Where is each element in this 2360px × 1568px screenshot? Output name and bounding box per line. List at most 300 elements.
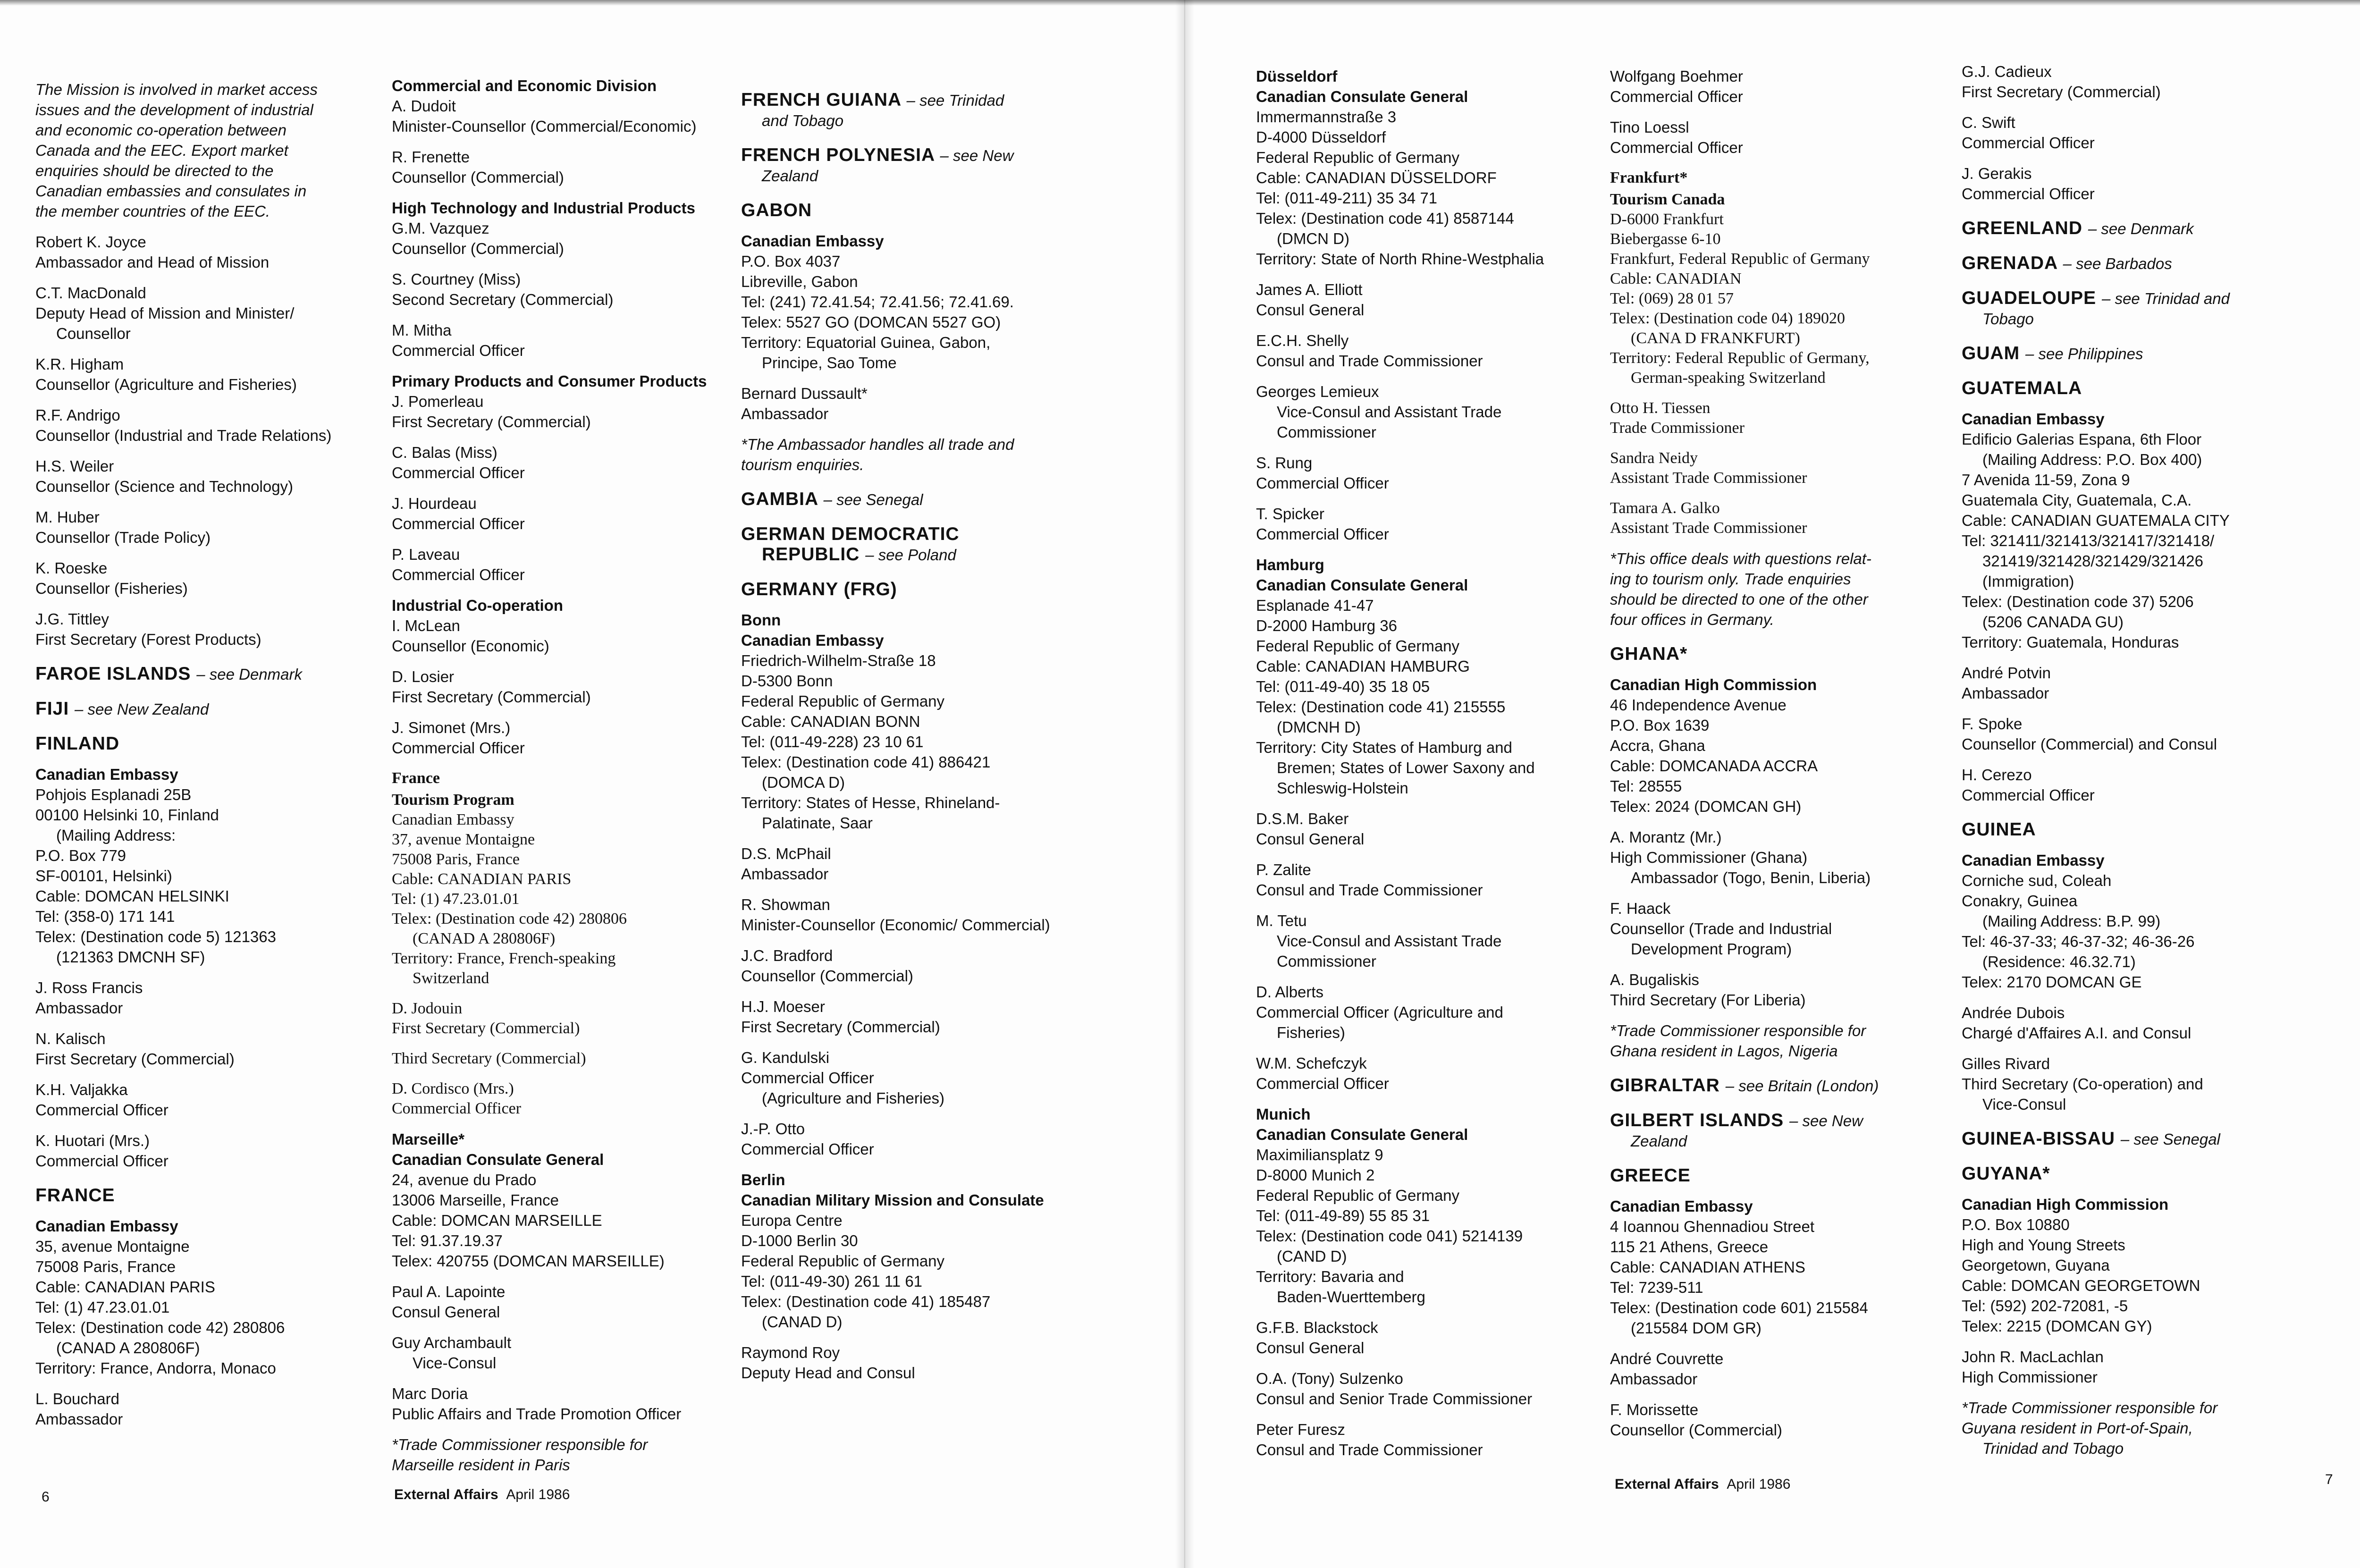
see-reference-cont: Tobago [1982,310,2034,328]
entry-line: Commercial Officer [35,1101,169,1119]
entry-line: Territory: France, Andorra, Monaco [35,1359,276,1377]
country-heading [1962,218,2320,239]
entry-line: R. Showman [741,896,830,913]
entry-line: High Commissioner [1962,1368,2098,1386]
entry-line: Counsellor (Trade and Industrial [1610,920,1832,937]
see-reference-cont: Zealand [762,167,818,185]
footnote-text: *Trade Commissioner responsible for [1962,1399,2218,1416]
entry-line: D-1000 Berlin 30 [741,1232,858,1249]
intro-text: issues and the development of industrial [35,101,313,118]
entry-line: J.G. Tittley [35,610,109,628]
entry-line: Tel: 46-37-33; 46-37-32; 46-36-26 [1962,933,2195,950]
see-reference: – see Trinidad [906,92,1004,109]
entry-line: Counsellor (Agriculture and Fisheries) [35,376,297,393]
entry-line: Counsellor (Trade Policy) [35,529,211,546]
country-name: GERMAN DEMOCRATIC [741,524,960,544]
entry-line: P.O. Box 10880 [1962,1216,2070,1233]
entry-line: (215584 DOM GR) [1631,1319,1762,1337]
entry-office [35,764,394,967]
country-heading [1962,253,2320,274]
entry-person [35,354,394,395]
see-reference: – see New Zealand [75,700,209,718]
entry-line: D. Losier [392,668,455,685]
entry-line: High and Young Streets [1962,1236,2125,1254]
entry-line: Counsellor (Economic) [392,637,549,655]
entry-line: 7 Avenida 11-59, Zona 9 [1962,471,2130,489]
country-name: FRANCE [35,1185,115,1206]
entry-sub [392,595,750,656]
entry-line: S. Courtney (Miss) [392,270,521,288]
entry-line: C. Swift [1962,114,2015,131]
see-reference: – see Philippines [2025,345,2143,362]
entry-person [1610,1349,1969,1389]
entry-line: Counsellor (Commercial) [392,169,564,186]
footer-left [394,1487,570,1503]
entry-line: J. Pomerleau [392,393,484,410]
entry-line: Ambassador [741,865,829,883]
country-name: GUAM [1962,343,2020,363]
entry-line: Public Affairs and Trade Promotion Officer [392,1405,682,1423]
entry-line: Territory: States of Hesse, Rhineland- [741,794,1000,811]
entry-serifperson [392,1049,750,1069]
entry-line: Territory: Federal Republic of Germany, [1610,349,1870,367]
see-reference: – see Senegal [2120,1130,2220,1148]
entry-person [1962,663,2320,703]
entry-city [1256,66,1615,269]
entry-line: H.S. Weiler [35,457,114,475]
entry-line: E.C.H. Shelly [1256,332,1349,349]
entry-line: R. Frenette [392,148,470,166]
see-reference: – see New [1789,1112,1863,1130]
entry-line: Tel: (358-0) 171 141 [35,908,175,925]
entry-line: Commercial Officer [35,1152,169,1170]
entry-line: P. Zalite [1256,861,1311,878]
entry-note [1610,548,1969,630]
right-column-1 [1256,66,1615,1470]
entry-line: K. Huotari (Mrs.) [35,1132,150,1149]
entry-line: Tel: (011-49-228) 23 10 61 [741,733,924,750]
entry-person [35,1130,394,1171]
entry-person [1962,765,2320,805]
entry-line: Friedrich-Wilhelm-Straße 18 [741,652,936,669]
country-heading [1962,288,2320,329]
entry-serifhead [392,768,750,788]
entry-line: D-6000 Frankfurt [1610,211,1724,228]
entry-sub [392,371,750,432]
country-name: GREECE [1610,1165,1691,1186]
entry-line: Libreville, Gabon [741,273,858,290]
footnote-text: ing to tourism only. Trade enquiries [1610,570,1851,588]
entry-line: (Residence: 46.32.71) [1982,953,2136,970]
entry-line: Commercial Officer [1610,88,1743,105]
entry-line: Esplanade 41-47 [1256,597,1374,614]
entry-line: G.J. Cadieux [1962,63,2052,80]
entry-line: Commissioner [1277,953,1376,970]
entry-line: K. Roeske [35,559,108,577]
entry-line: Telex: (Destination code 41) 185487 [741,1293,991,1310]
entry-line: Commercial Officer [1256,474,1389,492]
entry-person [35,232,394,272]
entry-person [741,945,1100,986]
entry-line: Telex: 2170 DOMCAN GE [1962,973,2142,991]
entry-person [1610,117,1969,158]
entry-person [1962,112,2320,153]
entry-line: André Potvin [1962,664,2051,682]
country-name: GIBRALTAR [1610,1075,1720,1096]
city-name: Munich [1256,1105,1311,1123]
entry-line: Tel: (011-49-40) 35 18 05 [1256,678,1430,695]
entry-line: Cable: CANADIAN GUATEMALA CITY [1962,512,2230,529]
entry-line: Telex: 420755 (DOMCAN MARSEILLE) [392,1252,665,1270]
country-heading [1962,343,2320,364]
entry-line: German-speaking Switzerland [1631,369,1826,387]
entry-line: Tel: (1) 47.23.01.01 [392,890,520,908]
entry-line: High Commissioner (Ghana) [1610,849,1808,866]
footnote-text: should be directed to one of the other [1610,590,1868,608]
entry-line: Counsellor (Science and Technology) [35,478,294,495]
entry-line: D-5300 Bonn [741,672,833,690]
entry-city [1256,1104,1615,1307]
entry-person [1610,1399,1969,1440]
office-title: Canadian Embassy [1962,851,2105,869]
entry-person [1610,827,1969,888]
entry-line: 13006 Marseille, France [392,1191,559,1209]
entry-line: A. Morantz (Mr.) [1610,828,1722,846]
entry-line: Tel: (011-49-211) 35 34 71 [1256,189,1438,207]
entry-person [1962,61,2320,102]
entry-line: Vice-Consul and Assistant Trade [1277,403,1502,421]
entry-line: First Secretary (Commercial) [392,413,591,430]
entry-line: André Couvrette [1610,1350,1724,1367]
entry-person [741,1342,1100,1383]
entry-line: G.F.B. Blackstock [1256,1319,1378,1336]
country-name: FAROE ISLANDS [35,664,191,684]
country-name: GERMANY (FRG) [741,579,897,599]
office-title: Canadian Embassy [741,232,884,250]
entry-line: Guatemala City, Guatemala, C.A. [1962,491,2192,509]
entry-serifperson [1610,448,1969,488]
entry-person [35,507,394,548]
intro-text: The Mission is involved in market access [35,81,318,98]
right-column-2 [1610,66,1969,1450]
entry-line: Telex: (Destination code 5) 121363 [35,928,276,945]
entry-line: Consul and Trade Commissioner [1256,881,1483,899]
country-heading [741,90,1100,131]
entry-line: Third Secretary (Co-operation) and [1962,1075,2203,1093]
entry-line: Cable: CANADIAN BONN [741,713,920,730]
office-title: Canadian Embassy [35,766,178,783]
entry-line: Biebergasse 6-10 [1610,230,1721,248]
entry-person [35,1389,394,1429]
entry-line: 321419/321428/321429/321426 [1982,552,2203,570]
entry-line: Ambassador [35,1410,123,1428]
entry-line: Ambassador (Togo, Benin, Liberia) [1631,869,1871,886]
entry-line: (DMCNH D) [1277,718,1361,736]
entry-person [392,544,750,585]
entry-line: Vice-Consul [1982,1096,2066,1113]
entry-line: Georgetown, Guyana [1962,1256,2110,1274]
entry-line: Ambassador and Head of Mission [35,253,270,271]
entry-line: First Secretary (Commercial) [741,1018,940,1036]
entry-line: Cable: DOMCANADA ACCRA [1610,757,1818,775]
footnote-text: four offices in Germany. [1610,611,1774,628]
entry-line: Consul and Trade Commissioner [1256,352,1483,370]
entry-line: (CAND D) [1277,1248,1347,1265]
entry-line: (CANA D FRANKFURT) [1631,329,1800,347]
entry-person [1256,453,1615,493]
intro-text: and economic co-operation between [35,121,287,139]
entry-line: Peter Furesz [1256,1421,1345,1438]
entry-line: H. Cerezo [1962,766,2032,784]
entry-line: Territory: Guatemala, Honduras [1962,633,2179,651]
see-reference: – see Denmark [196,666,302,683]
entry-person [1610,898,1969,959]
office-title: Tourism Program [392,791,514,809]
entry-line: Territory: France, French-speaking [392,950,616,967]
entry-line: Canadian Embassy [392,811,514,828]
country-heading [741,145,1100,186]
left-column-1 [35,79,394,1440]
entry-sub [392,76,750,136]
entry-line: Territory: Equatorial Guinea, Gabon, [741,334,991,351]
country-name: GRENADA [1962,253,2057,273]
country-name: GUINEA [1962,819,2036,840]
entry-line: Counsellor (Commercial) [1610,1421,1782,1439]
country-name: GILBERT ISLANDS [1610,1110,1784,1130]
entry-line: Pohjois Esplanadi 25B [35,786,192,803]
entry-line: Tamara A. Galko [1610,499,1720,517]
entry-line: Switzerland [413,969,489,987]
country-heading [1610,1165,1969,1186]
entry-line: D. Cordisco (Mrs.) [392,1080,514,1097]
entry-serifoffice [1610,190,1969,388]
country-heading [1962,1129,2320,1149]
entry-line: John R. MacLachlan [1962,1348,2104,1366]
entry-line: 37, avenue Montaigne [392,831,535,848]
country-name: GABON [741,200,812,220]
right-column-3 [1962,61,2320,1469]
entry-line: Raymond Roy [741,1344,840,1361]
entry-person [1256,982,1615,1043]
entry-line: C. Balas (Miss) [392,444,497,461]
country-name: FRENCH POLYNESIA [741,145,935,165]
entry-line: Territory: City States of Hamburg and [1256,739,1512,756]
entry-line: Consul General [392,1303,500,1321]
office-title: Canadian High Commission [1962,1196,2169,1213]
entry-line: Telex: 5527 GO (DOMCAN 5527 GO) [741,313,1001,331]
entry-line: Commercial Officer [1962,786,2095,804]
entry-person [1256,279,1615,320]
entry-line: Tel: 321411/321413/321417/321418/ [1962,532,2215,549]
entry-office [1610,1196,1969,1338]
entry-line: Fisheries) [1277,1024,1345,1041]
footnote-text: tourism enquiries. [741,456,864,473]
entry-office [1962,1194,2320,1336]
entry-line: Telex: (Destination code 41) 215555 [1256,698,1506,716]
country-heading [741,200,1100,220]
entry-line: Vice-Consul [413,1354,497,1372]
entry-line: Principe, Sao Tome [762,354,897,371]
entry-line: D.S. McPhail [741,845,831,862]
entry-line: J.-P. Otto [741,1120,805,1138]
entry-person [35,609,394,649]
entry-line: Paul A. Lapointe [392,1283,506,1300]
footnote-text: *This office deals with questions relat- [1610,550,1871,567]
entry-line: (Mailing Address: B.P. 99) [1982,912,2161,930]
office-title: Canadian Consulate General [1256,576,1468,594]
entry-office [1962,409,2320,652]
entry-line: Counsellor (Commercial) and Consul [1962,735,2217,753]
entry-person [741,1119,1100,1159]
entry-line: (121363 DMCNH SF) [56,948,205,966]
country-name: GUATEMALA [1962,378,2082,398]
entry-line: C.T. MacDonald [35,284,146,302]
entry-line: Chargé d'Affaires A.I. and Consul [1962,1024,2191,1042]
entry-person [1256,381,1615,442]
intro-text: the member countries of the EEC. [35,202,270,220]
entry-line: Commercial Officer [392,515,525,532]
entry-line: (Mailing Address: P.O. Box 400) [1982,451,2202,468]
entry-serifperson [1610,498,1969,538]
footer-publication: External Affairs [394,1487,498,1502]
entry-person [392,1332,750,1373]
entry-line: Federal Republic of Germany [741,1252,945,1270]
footnote-text: *Trade Commissioner responsible for [1610,1022,1866,1039]
footnote-text: Marseille resident in Paris [392,1456,570,1474]
entry-line: Tel: 7239-511 [1610,1279,1703,1296]
entry-intro [35,79,394,221]
entry-line: Counsellor (Industrial and Trade Relations) [35,427,332,444]
entry-line: Consul and Trade Commissioner [1256,1441,1483,1458]
entry-person [741,383,1100,424]
country-heading [1610,1110,1969,1151]
entry-line: M. Huber [35,508,100,526]
entry-serifperson [392,999,750,1038]
entry-line: Ambassador [35,999,123,1017]
entry-person [35,283,394,344]
entry-line: Deputy Head of Mission and Minister/ [35,304,295,322]
office-title: Canadian Consulate General [1256,88,1468,105]
see-reference-cont: and Tobago [762,112,844,129]
entry-line: (CANAD D) [762,1313,843,1331]
entry-person [1962,163,2320,204]
entry-line: Telex: (Destination code 41) 886421 [741,753,991,771]
entry-line: (Immigration) [1982,573,2074,590]
office-title: Canadian High Commission [1610,676,1817,693]
entry-person [1962,1054,2320,1114]
entry-line: P.O. Box 779 [35,847,126,864]
entry-line: Commercial Officer [1962,185,2095,202]
entry-line: Telex: (Destination code 601) 215584 [1610,1299,1868,1316]
entry-line: P.O. Box 4037 [741,253,841,270]
footnote-text: *Trade Commissioner responsible for [392,1436,648,1453]
entry-line: I. McLean [392,617,460,634]
division-title: Industrial Co-operation [392,597,563,614]
country-heading [35,699,394,719]
entry-line: Telex: 2024 (DOMCAN GH) [1610,798,1802,815]
entry-serifoffice [392,790,750,988]
entry-person [1256,809,1615,849]
entry-person [1610,969,1969,1010]
entry-person [741,996,1100,1037]
entry-line: Accra, Ghana [1610,737,1705,754]
entry-office [1610,674,1969,817]
entry-line: Counsellor (Commercial) [392,240,564,257]
see-reference: – see New [940,147,1014,164]
entry-office [741,231,1100,373]
entry-person [1256,1368,1615,1409]
city-name: Bonn [741,611,781,629]
office-title: Canadian Embassy [741,632,884,649]
entry-line: Andrée Dubois [1962,1004,2065,1021]
entry-line: 00100 Helsinki 10, Finland [35,806,219,824]
entry-person [1256,910,1615,971]
entry-line: Trade Commissioner [1610,419,1745,437]
entry-line: Third Secretary (For Liberia) [1610,991,1806,1009]
city-name: Hamburg [1256,556,1324,573]
entry-line: Cable: DOMCAN HELSINKI [35,887,229,905]
entry-line: Deputy Head and Consul [741,1364,915,1382]
entry-serifperson [392,1079,750,1119]
entry-line: W.M. Schefczyk [1256,1054,1367,1072]
entry-line: Telex: (Destination code 42) 280806 [35,1319,285,1336]
entry-person [35,1028,394,1069]
entry-line: (CANAD A 280806F) [56,1339,200,1357]
footer-date: April 1986 [506,1487,570,1502]
entry-line: Tel: (592) 202-72081, -5 [1962,1297,2128,1315]
entry-line: D-4000 Düsseldorf [1256,128,1386,146]
entry-line: S. Rung [1256,454,1313,472]
entry-person [392,666,750,707]
entry-line: 46 Independence Avenue [1610,696,1787,714]
entry-line: Ambassador [1610,1370,1698,1388]
city-name: Berlin [741,1171,785,1189]
entry-line: Commercial Officer [1256,525,1389,543]
entry-line: Otto H. Tiessen [1610,399,1711,417]
see-reference: – see Trinidad and [2102,290,2230,307]
division-title: Commercial and Economic Division [392,77,657,94]
entry-person [35,558,394,599]
entry-line: Schleswig-Holstein [1277,779,1408,797]
entry-person [741,894,1100,935]
entry-line: Cable: DOMCAN MARSEILLE [392,1212,602,1229]
entry-line: G.M. Vazquez [392,219,489,237]
entry-city [741,610,1100,833]
entry-line: Conakry, Guinea [1962,892,2078,910]
entry-person [392,442,750,483]
entry-line: Wolfgang Boehmer [1610,67,1743,85]
country-heading [1610,644,1969,664]
entry-line: Third Secretary (Commercial) [392,1050,586,1067]
entry-person [1962,714,2320,754]
gutter-shadow [1175,0,1194,1568]
entry-line: O.A. (Tony) Sulzenko [1256,1370,1403,1387]
entry-line: F. Morissette [1610,1401,1699,1418]
entry-line: Edificio Galerias Espana, 6th Floor [1962,430,2202,448]
country-heading [35,733,394,754]
entry-line: Counsellor [56,325,131,342]
see-reference: – see Britain (London) [1725,1077,1879,1095]
entry-person [392,147,750,187]
left-column-2 [392,76,750,1485]
entry-person [392,717,750,758]
entry-person [1256,1419,1615,1460]
entry-line: James A. Elliott [1256,281,1363,298]
entry-person [1256,860,1615,900]
entry-line: First Secretary (Commercial) [35,1050,235,1068]
entry-line: Vice-Consul and Assistant Trade [1277,932,1502,950]
entry-line: 4 Ioannou Ghennadiou Street [1610,1218,1815,1235]
